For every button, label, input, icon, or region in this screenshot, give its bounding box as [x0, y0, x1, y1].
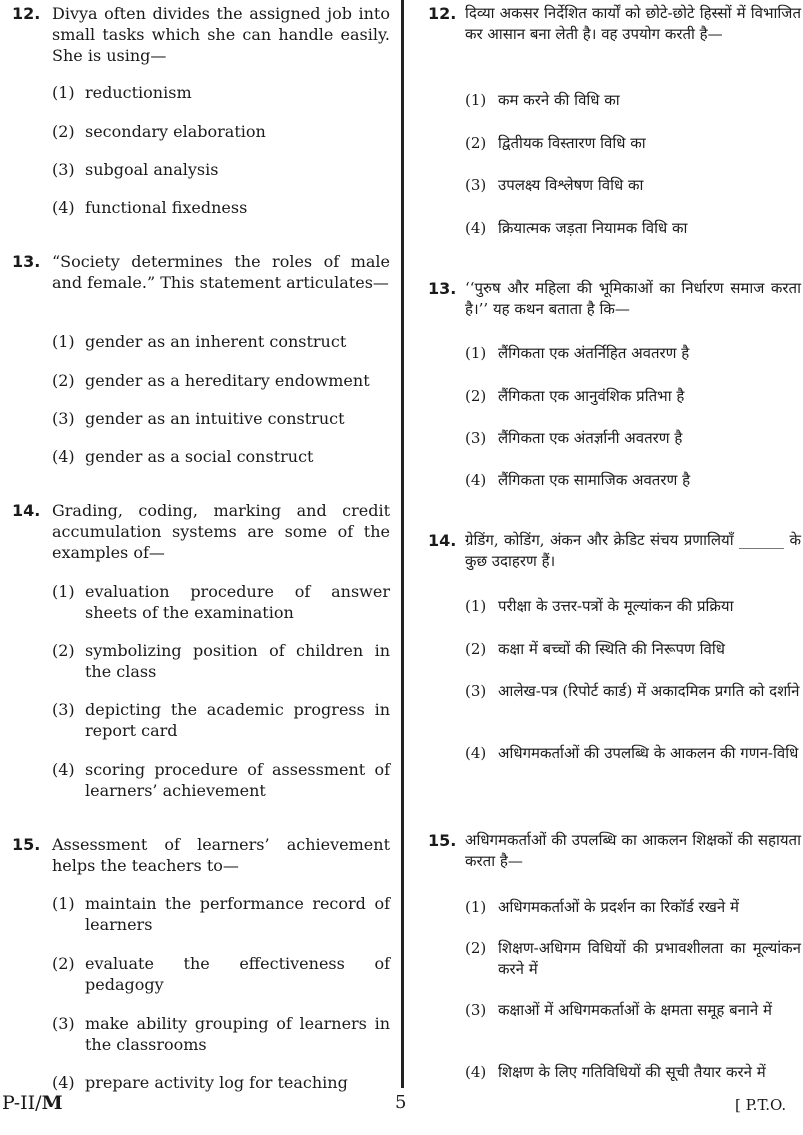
option — [52, 197, 390, 218]
question-stem: दिव्या अकसर निर्देशित कार्यों को छोटे-छोटे हिस्सों में विभाजित कर आसान बना लेती है। वह उपयोग करती है— — [465, 4, 801, 43]
option — [465, 1000, 801, 1021]
option — [465, 681, 801, 702]
option-text: symbolizing position of children in the class — [85, 641, 390, 681]
option-text: शिक्षण-अधिगम विधियों की प्रभावशीलता का मूल्यांकन करने में — [498, 939, 801, 978]
option — [52, 953, 390, 995]
option-number: (1) — [465, 898, 487, 916]
option — [52, 121, 390, 142]
question-number: 14. — [12, 501, 41, 520]
option-number: (1) — [52, 894, 75, 913]
question-stem: ‘‘पुरुष और महिला की भूमिकाओं का निर्धारण समाज करता है।’’ यह कथन बताता है कि— — [465, 279, 801, 318]
option — [465, 218, 801, 239]
question-number: 15. — [12, 835, 41, 854]
option — [465, 175, 801, 196]
option-number: (3) — [52, 1014, 75, 1033]
option-number: (4) — [465, 471, 487, 489]
question-15-hi — [428, 830, 801, 872]
option — [52, 446, 390, 467]
option-text: evaluation procedure of answer sheets of the examination — [85, 582, 390, 622]
option-text: कम करने की विधि का — [498, 91, 620, 109]
option-text: reductionism — [85, 83, 192, 102]
option-text: क्रियात्मक जड़ता नियामक विधि का — [498, 219, 688, 237]
option-number: (1) — [465, 91, 487, 109]
option-number: (4) — [52, 447, 75, 466]
option — [52, 893, 390, 935]
question-stem: अधिगमकर्ताओं की उपलब्धि का आकलन शिक्षकों की सहायता करता है— — [465, 831, 801, 870]
question-15-en — [12, 834, 390, 876]
option — [465, 343, 801, 364]
option-text: लैंगिकता एक अंतर्निहित अवतरण है — [498, 344, 690, 362]
pto-label: [ P.T.O. — [735, 1096, 787, 1114]
option-number: (1) — [52, 582, 75, 601]
option-number: (2) — [52, 954, 75, 973]
option — [465, 938, 801, 980]
option — [465, 897, 801, 918]
option-text: आलेख-पत्र (रिपोर्ट कार्ड) में अकादमिक प्रगति को दर्शाने — [498, 682, 800, 700]
option-number: (3) — [465, 1001, 487, 1019]
option-number: (3) — [52, 700, 75, 719]
option-number: (3) — [52, 409, 75, 428]
question-stem: “Society determines the roles of male and female.” This statement articulates— — [52, 252, 390, 292]
option — [465, 1062, 801, 1083]
option-number: (2) — [52, 641, 75, 660]
question-13-en — [12, 251, 390, 293]
question-13-hi — [428, 278, 801, 320]
option-number: (2) — [465, 939, 487, 957]
option-text: उपलक्ष्य विश्लेषण विधि का — [498, 176, 644, 194]
option — [465, 386, 801, 407]
option — [52, 159, 390, 180]
option — [52, 699, 390, 741]
option-text: लैंगिकता एक सामाजिक अवतरण है — [498, 471, 691, 489]
option-number: (3) — [52, 160, 75, 179]
question-12-hi — [428, 3, 801, 45]
option-text: gender as a hereditary endowment — [85, 371, 370, 390]
option — [52, 1072, 390, 1093]
option — [52, 408, 390, 429]
option-text: maintain the performance record of learners — [85, 894, 390, 934]
paper-code-prefix: P-II/ — [2, 1092, 42, 1114]
question-number: 13. — [12, 252, 41, 271]
option-text: gender as an inherent construct — [85, 332, 347, 351]
question-number: 12. — [12, 4, 41, 23]
option-number: (1) — [465, 344, 487, 362]
option-text: functional fixedness — [85, 198, 248, 217]
option-number: (4) — [465, 744, 487, 762]
option-text: depicting the academic progress in report card — [85, 700, 390, 740]
option-text: make ability grouping of learners in the classrooms — [85, 1014, 390, 1054]
option-text: evaluate the effectiveness of pedagogy — [85, 954, 390, 994]
option — [52, 759, 390, 801]
option-text: अधिगमकर्ताओं के प्रदर्शन का रिकॉर्ड रखने में — [498, 898, 739, 916]
question-number: 12. — [428, 4, 457, 23]
option-number: (3) — [465, 176, 487, 194]
option-text: लैंगिकता एक अंतर्ज्ञानी अवतरण है — [498, 429, 683, 447]
option-text: secondary elaboration — [85, 122, 266, 141]
option-number: (2) — [52, 122, 75, 141]
question-number: 13. — [428, 279, 457, 298]
option-number: (4) — [465, 1063, 487, 1081]
question-stem: Divya often divides the assigned job into small tasks which she can handle easily. She is using— — [52, 4, 390, 65]
option — [465, 133, 801, 154]
option-text: लैंगिकता एक आनुवंशिक प्रतिभा है — [498, 387, 685, 405]
option-text: subgoal analysis — [85, 160, 219, 179]
option — [465, 470, 801, 491]
option-number: (1) — [52, 332, 75, 351]
option — [465, 743, 801, 764]
option-text: कक्षा में बच्चों की स्थिति की निरूपण विधि — [498, 640, 725, 658]
question-stem: Grading, coding, marking and credit accumulation systems are some of the examples of— — [52, 501, 390, 562]
question-stem: ग्रेडिंग, कोडिंग, अंकन और क्रेडिट संचय प्रणालियाँ ______ के कुछ उदाहरण हैं। — [465, 531, 801, 570]
option-number: (4) — [465, 219, 487, 237]
option-number: (4) — [52, 760, 75, 779]
option — [465, 639, 801, 660]
column-divider — [401, 0, 404, 1088]
option-number: (2) — [465, 134, 487, 152]
option — [465, 428, 801, 449]
paper-code — [2, 1092, 63, 1114]
option — [52, 370, 390, 391]
option-number: (3) — [465, 429, 487, 447]
page-number: 5 — [395, 1092, 407, 1113]
option-number: (4) — [52, 1073, 75, 1092]
option-number: (1) — [465, 597, 487, 615]
option-number: (2) — [465, 387, 487, 405]
question-12-en — [12, 3, 390, 66]
option-number: (2) — [52, 371, 75, 390]
option-number: (4) — [52, 198, 75, 217]
option — [52, 581, 390, 623]
question-number: 15. — [428, 831, 457, 850]
option-text: द्वितीयक विस्तारण विधि का — [498, 134, 646, 152]
option-text: कक्षाओं में अधिगमकर्ताओं के क्षमता समूह बनाने में — [498, 1001, 772, 1019]
paper-code-suffix: M — [41, 1092, 63, 1114]
question-14-en — [12, 500, 390, 563]
option — [52, 640, 390, 682]
option-text: शिक्षण के लिए गतिविधियों की सूची तैयार करने में — [498, 1063, 766, 1081]
option-text: परीक्षा के उत्तर-पत्रों के मूल्यांकन की प्रक्रिया — [498, 597, 734, 615]
question-14-hi — [428, 530, 801, 572]
option-text: gender as an intuitive construct — [85, 409, 345, 428]
option-text: gender as a social construct — [85, 447, 314, 466]
option-number: (1) — [52, 83, 75, 102]
option-number: (3) — [465, 682, 487, 700]
option — [52, 82, 390, 103]
question-stem: Assessment of learners’ achievement helps the teachers to— — [52, 835, 390, 875]
option-text: scoring procedure of assessment of learners’ achievement — [85, 760, 390, 800]
option — [465, 90, 801, 111]
option-text: prepare activity log for teaching — [85, 1073, 348, 1092]
option — [52, 331, 390, 352]
option — [465, 596, 801, 617]
option — [52, 1013, 390, 1055]
option-number: (2) — [465, 640, 487, 658]
question-number: 14. — [428, 531, 457, 550]
option-text: अधिगमकर्ताओं की उपलब्धि के आकलन की गणन-विधि — [498, 744, 799, 762]
